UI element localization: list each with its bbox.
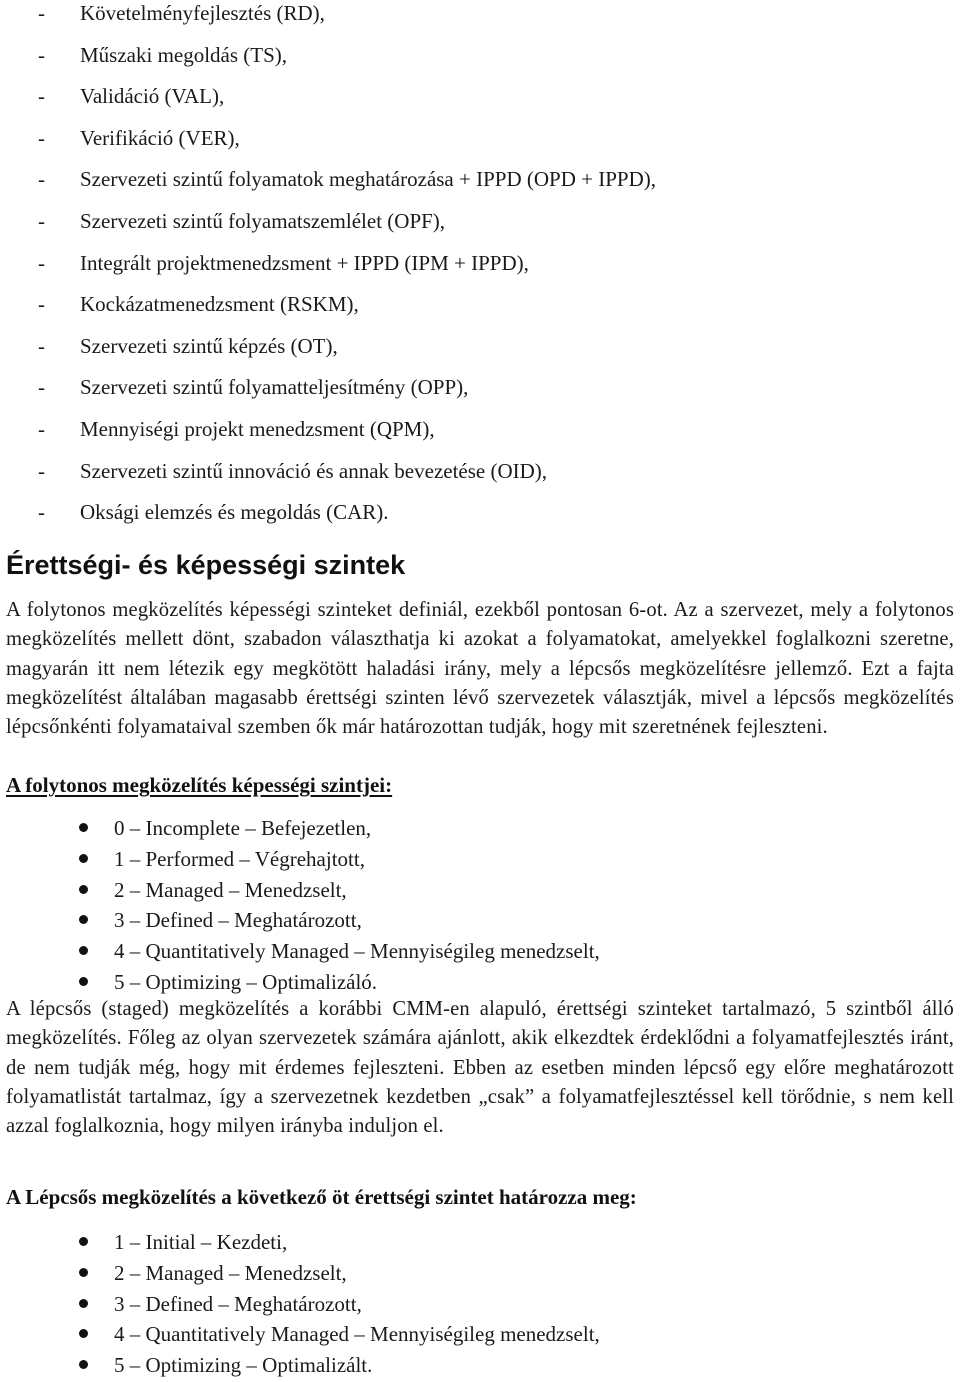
dash-marker: - xyxy=(38,333,45,358)
dash-marker: - xyxy=(38,167,45,192)
list-item xyxy=(0,1290,960,1321)
bullet-icon xyxy=(79,1329,88,1338)
list-item xyxy=(0,458,960,500)
dash-marker: - xyxy=(38,125,45,150)
list-item xyxy=(0,291,960,333)
list-item xyxy=(0,499,960,541)
process-area-text: Szervezeti szintű folyamatok meghatározása + IPPD (OPD + IPPD), xyxy=(80,167,656,192)
process-area-text: Validáció (VAL), xyxy=(80,84,225,109)
list-item xyxy=(0,374,960,416)
bullet-icon xyxy=(79,823,88,832)
continuous-levels-list xyxy=(0,814,960,999)
process-area-text: Követelményfejlesztés (RD), xyxy=(80,1,325,25)
list-item xyxy=(0,814,960,845)
bullet-icon xyxy=(79,854,88,863)
process-area-text: Kockázatmenedzsment (RSKM), xyxy=(80,292,359,317)
dash-marker: - xyxy=(38,1,45,25)
list-item xyxy=(0,906,960,937)
list-item xyxy=(0,0,960,42)
process-area-list xyxy=(0,0,960,541)
list-item xyxy=(0,416,960,458)
bullet-icon xyxy=(79,1237,88,1246)
level-text: 5 – Optimizing – Optimalizált. xyxy=(114,1353,373,1378)
level-text: 5 – Optimizing – Optimalizáló. xyxy=(114,969,378,994)
bullet-icon xyxy=(79,946,88,955)
bullet-icon xyxy=(79,885,88,894)
dash-marker: - xyxy=(38,375,45,400)
dash-marker: - xyxy=(38,292,45,317)
dash-marker: - xyxy=(38,42,45,67)
dash-marker: - xyxy=(38,84,45,109)
process-area-text: Szervezeti szintű innováció és annak bevezetése (OID), xyxy=(80,458,548,483)
level-text: 3 – Defined – Meghatározott, xyxy=(114,908,362,933)
staged-levels-heading: A Lépcsős megközelítés a következő öt érettségi szintet határozza meg: xyxy=(6,1185,637,1209)
dash-marker: - xyxy=(38,458,45,483)
process-area-text: Szervezeti szintű folyamatszemlélet (OPF), xyxy=(80,208,446,233)
level-text: 4 – Quantitatively Managed – Mennyiségileg menedzselt, xyxy=(114,939,600,964)
list-item xyxy=(0,937,960,968)
list-item xyxy=(0,1320,960,1351)
list-item xyxy=(0,845,960,876)
list-item xyxy=(0,42,960,84)
list-item xyxy=(0,83,960,125)
dash-marker: - xyxy=(38,208,45,233)
bullet-icon xyxy=(79,1268,88,1277)
level-text: 2 – Managed – Menedzselt, xyxy=(114,1260,347,1285)
continuous-levels-heading: A folytonos megközelítés képességi szintjei: xyxy=(6,773,393,797)
list-item xyxy=(0,1351,960,1382)
list-item xyxy=(0,125,960,167)
process-area-text: Integrált projektmenedzsment + IPPD (IPM + IPPD), xyxy=(80,250,529,275)
staged-levels-list xyxy=(0,1228,960,1382)
list-item xyxy=(0,876,960,907)
continuous-approach-paragraph: A folytonos megközelítés képességi szinteket definiál, ezekből pontosan 6-ot. Az a szervezet, mely a folytonos megközelítés mellett dönt, szabadon választhatja ki azokat a folyamatokat, amelyekkel foglalkozni szeretne, magyarán itt nem létezik egy megkötött haladási irány, mely a lépcsős megközelítésre jellemző. Ezt a fajta megközelítést általában magasabb érettségi szinten lévő szervezetek választják, mivel a lépcsős megközelítés lépcsőnkénti folyamataival szemben ők már határozottan tudják, hogy mit szeretnének fejleszteni. xyxy=(6,599,954,739)
process-area-text: Műszaki megoldás (TS), xyxy=(80,42,288,67)
list-item xyxy=(0,166,960,208)
level-text: 4 – Quantitatively Managed – Mennyiségileg menedzselt, xyxy=(114,1322,600,1347)
bullet-icon xyxy=(79,1299,88,1308)
dash-marker: - xyxy=(38,250,45,275)
list-item xyxy=(0,250,960,292)
list-item xyxy=(0,333,960,375)
bullet-icon xyxy=(79,977,88,986)
staged-approach-paragraph: A lépcsős (staged) megközelítés a korábbi CMM-en alapuló, érettségi szinteket tartalmazó, 5 szintből álló megközelítés. Főleg az olyan szervezetek számára ajánlott, akik elkezdtek érdeklődni a folyamatfejlesztés iránt, de nem tudják még, hogy mit érdemes fejleszteni. Ebben az esetben minden lépcső egy előre meghatározott folyamatlistát tartalmaz, így a szervezetnek kezdetben „csak” a folyamatfejlesztéssel kell törődnie, s nem kell azzal foglalkoznia, hogy milyen irányba induljon el. xyxy=(6,998,954,1138)
level-text: 1 – Initial – Kezdeti, xyxy=(114,1230,288,1254)
dash-marker: - xyxy=(38,500,45,525)
level-text: 0 – Incomplete – Befejezetlen, xyxy=(114,816,372,840)
list-item xyxy=(0,208,960,250)
process-area-text: Szervezeti szintű képzés (OT), xyxy=(80,333,338,358)
level-text: 2 – Managed – Menedzselt, xyxy=(114,877,347,902)
level-text: 1 – Performed – Végrehajtott, xyxy=(114,846,365,871)
list-item xyxy=(0,1259,960,1290)
process-area-text: Oksági elemzés és megoldás (CAR). xyxy=(80,500,389,525)
bullet-icon xyxy=(79,915,88,924)
section-heading: Érettségi- és képességi szintek xyxy=(6,550,406,580)
process-area-text: Szervezeti szintű folyamatteljesítmény (OPP), xyxy=(80,375,469,400)
process-area-text: Verifikáció (VER), xyxy=(80,125,240,150)
bullet-icon xyxy=(79,1360,88,1369)
level-text: 3 – Defined – Meghatározott, xyxy=(114,1291,362,1316)
list-item xyxy=(0,1228,960,1259)
process-area-text: Mennyiségi projekt menedzsment (QPM), xyxy=(80,416,435,441)
dash-marker: - xyxy=(38,416,45,441)
